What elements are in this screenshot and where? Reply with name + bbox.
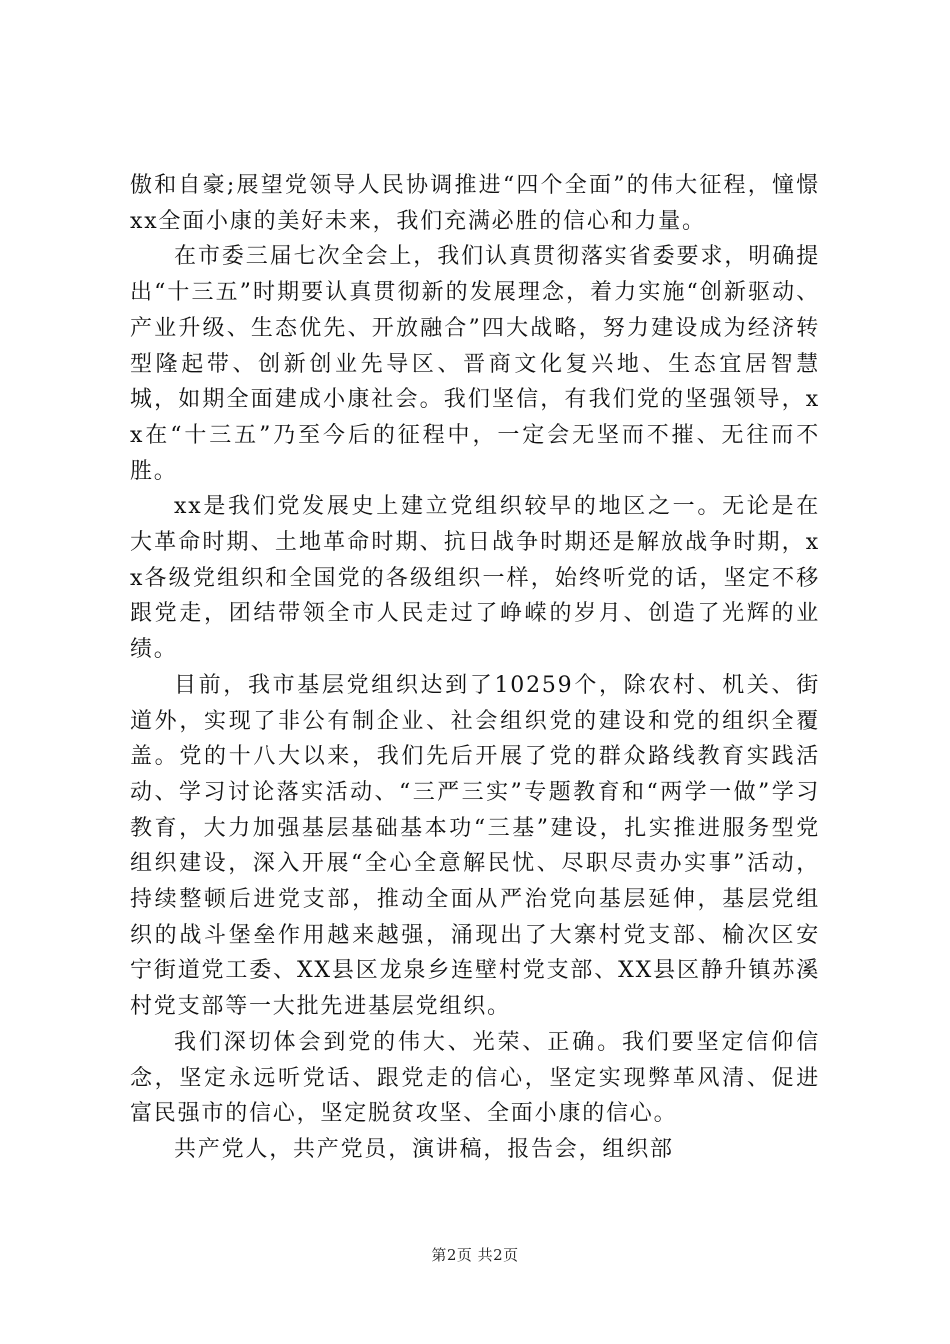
paragraph: 我们深切体会到党的伟大、光荣、正确。我们要坚定信仰信念，坚定永远听党话、跟党走的信心，坚定实现弊革风清、促进富民强市的信心，坚定脱贫攻坚、全面小康的信心。 xyxy=(130,1029,820,1127)
paragraph-continuation: 傲和自豪;展望党领导人民协调推进“四个全面”的伟大征程，憧憬xx全面小康的美好未来，我们充满必胜的信心和力量。 xyxy=(130,173,820,234)
paragraph: xx是我们党发展史上建立党组织较早的地区之一。无论是在大革命时期、土地革命时期、抗日战争时期还是解放战争时期，xx各级党组织和全国党的各级组织一样，始终听党的话，坚定不移跟党走，团结带领全市人民走过了峥嵘的岁月、创造了光辉的业绩。 xyxy=(130,494,820,663)
paragraph: 目前，我市基层党组织达到了10259个，除农村、机关、街道外，实现了非公有制企业、社会组织党的建设和党的组织全覆盖。党的十八大以来，我们先后开展了党的群众路线教育实践活动、学习讨论落实活动、“三严三实”专题教育和“两学一做”学习教育，大力加强基层基础基本功“三基”建设，扎实推进服务型党组织建设，深入开展“全心全意解民忧、尽职尽责办实事”活动，持续整顿后进党支部，推动全面从严治党向基层延伸，基层党组织的战斗堡垒作用越来越强，涌现出了大寨村党支部、榆次区安宁街道党工委、XX县区龙泉乡连壁村党支部、XX县区静升镇苏溪村党支部等一大批先进基层党组织。 xyxy=(130,672,820,1020)
document-body xyxy=(130,168,820,1168)
keywords-line: 共产党人，共产党员，演讲稿，报告会，组织部 xyxy=(174,1136,674,1162)
page-number-footer: 第2页 共2页 xyxy=(431,1246,519,1264)
paragraph: 在市委三届七次全会上，我们认真贯彻落实省委要求，明确提出“十三五”时期要认真贯彻新的发展理念，着力实施“创新驱动、产业升级、生态优先、开放融合”四大战略，努力建设成为经济转型隆起带、创新创业先导区、晋商文化复兴地、生态宜居智慧城，如期全面建成小康社会。我们坚信，有我们党的坚强领导，xx在“十三五”乃至今后的征程中，一定会无坚而不摧、无往而不胜。 xyxy=(130,244,820,484)
